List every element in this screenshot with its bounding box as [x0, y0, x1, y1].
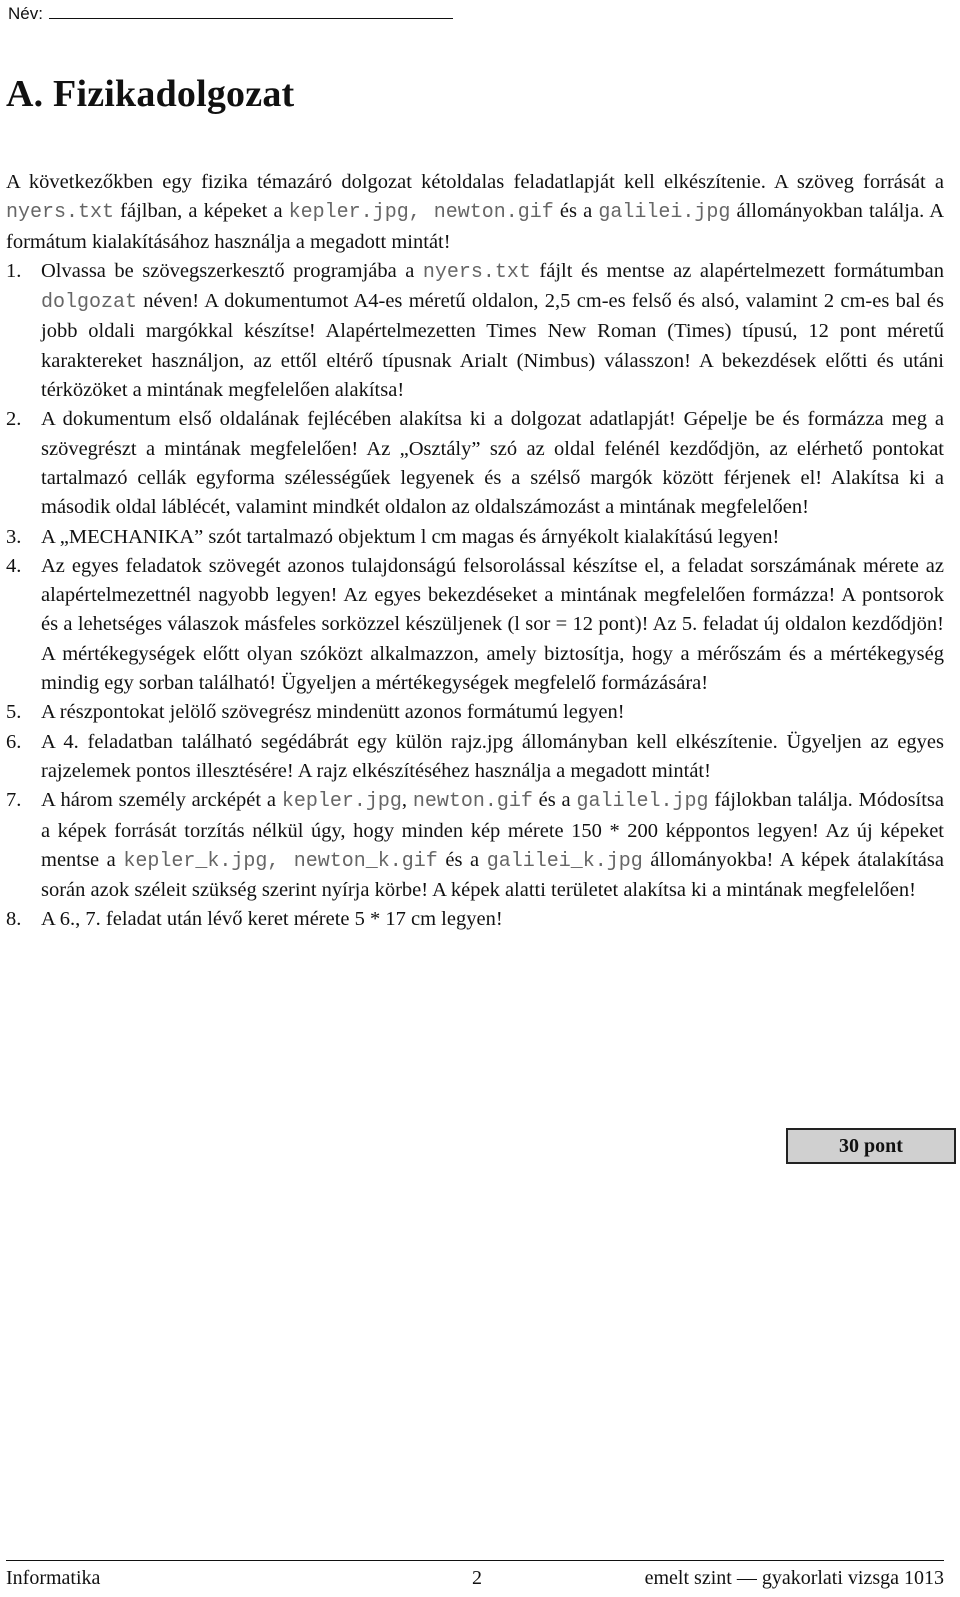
- filename: kepler.jpg: [281, 790, 402, 814]
- document-body: [6, 168, 944, 935]
- task-text: A részpontokat jelölő szövegrész mindenütt azonos formátumú legyen!: [41, 701, 625, 724]
- task-number: 1.: [6, 259, 22, 282]
- intro-text: és a: [553, 200, 599, 223]
- score-box: 30 pont: [786, 1128, 956, 1164]
- name-field: [8, 2, 453, 24]
- task-number: 7.: [6, 789, 22, 812]
- task-text: Olvassa be szövegszerkesztő programjába a: [41, 259, 423, 282]
- task-item-5: [6, 698, 944, 727]
- task-item-6: [6, 728, 944, 787]
- filename: kepler_k.jpg, newton_k.gif: [123, 849, 438, 873]
- task-item-8: [6, 905, 944, 934]
- task-list: [6, 257, 944, 935]
- task-number: 2.: [6, 408, 22, 431]
- filename: nyers.txt: [6, 201, 115, 225]
- page-number: 2: [472, 1567, 482, 1589]
- task-number: 6.: [6, 730, 22, 753]
- task-text: és a: [437, 848, 487, 871]
- footer-subject: Informatika: [6, 1567, 101, 1589]
- task-text: fájlokban találja. Módosítsa a képek forrását torzítás nélkül úgy, hogy minden kép mérete 150 * 200 képpontos legyen! Az új képeket mentse a: [41, 789, 945, 871]
- page-footer: [6, 1560, 944, 1595]
- footer-exam-info: emelt szint — gyakorlati vizsga 1013: [644, 1567, 944, 1589]
- task-text: A „MECHANIKA” szót tartalmazó objektum l cm magas és árnyékolt kialakítású legyen!: [41, 525, 780, 548]
- task-text: A három személy arcképét a: [41, 789, 282, 812]
- task-text: ,: [401, 789, 413, 812]
- task-item-4: [6, 552, 944, 698]
- filename: newton.gif: [412, 790, 533, 814]
- task-number: 8.: [6, 908, 22, 931]
- task-text: A 6., 7. feladat után lévő keret mérete 5 * 17 cm legyen!: [41, 908, 503, 931]
- task-text: néven! A dokumentumot A4-es méretű oldalon, 2,5 cm-es felső és alsó, valamint 2 cm-es bal és jobb oldali margókkal készítse! Alapértelmezetten Times New Roman (Times) típusú, 12 pont méretű karaktereket használjon, az ettől eltérő típusnak Arialt (Nimbus) válasszon! A bekezdések előtti és utáni térközöket a mintának megfelelően alakítsa!: [41, 290, 944, 402]
- page-title: A. Fizikadolgozat: [6, 73, 295, 115]
- task-text: A 4. feladatban található segédábrát egy külön rajz.jpg állományban kell elkészítenie. Ügyeljen az egyes rajzelemek pontos illesztésére! A rajz elkészítéséhez használja a megadott mintát!: [41, 730, 944, 782]
- task-number: 3.: [6, 525, 22, 548]
- filename: galilel.jpg: [576, 790, 709, 814]
- filename: galilei.jpg: [598, 201, 731, 225]
- task-item-1: [6, 257, 944, 405]
- task-text: Az egyes feladatok szövegét azonos tulajdonságú felsorolással készítse el, a feladat sorszámának mérete az alapértelmezettnél nagyobb legyen! Az egyes bekezdéseket a mintának megfelelően formázza! A pontsorok és a lehetséges válaszok másfeles sorközzel készüljenek (l sor = 12 pont)! Az 5. feladat új oldalon kezdődjön! A mértékegységek előtt olyan szóközt alkalmazzon, amely biztosítja, hogy a mérőszám és a mértékegység mindig egy sorban található! Ügyeljen a mértékegységek megfelelő formázására!: [41, 554, 944, 695]
- intro-text: fájlban, a képeket a: [114, 200, 289, 223]
- task-number: 4.: [6, 554, 22, 577]
- task-text: fájlt és mentse az alapértelmezett formátumban: [530, 259, 945, 282]
- task-text: A dokumentum első oldalának fejlécében alakítsa ki a dolgozat adatlapját! Gépelje be és formázza meg a szövegrészt a mintának megfelelően! Az „Osztály” szó az oldal felénél kezdődjön, az elérhető pontokat tartalmazó cellák egyforma szélességűek legyenek és a szélső margók között férjenek el! Alakítsa ki a második oldal láblécét, valamint mindkét oldalon az oldalszámozást a mintának megfelelően!: [41, 408, 944, 519]
- intro-text: állományokban találja. A formátum kialakításához használja a megadott mintát!: [6, 200, 944, 253]
- task-item-2: [6, 405, 944, 522]
- name-label: Név:: [8, 4, 43, 23]
- filename: nyers.txt: [422, 260, 531, 284]
- filename: kepler.jpg, newton.gif: [288, 201, 554, 225]
- name-blank-line: [49, 2, 453, 19]
- task-item-7: [6, 786, 944, 905]
- task-item-3: [6, 523, 944, 552]
- filename: galilei_k.jpg: [486, 849, 643, 873]
- intro-text: A következőkben egy fizika témazáró dolgozat kétoldalas feladatlapját kell elkészítenie. A szöveg forrását a: [6, 171, 944, 193]
- task-number: 5.: [6, 701, 22, 724]
- task-text: állományokba! A képek átalakítása során azok széleit szükség szerint nyírja körbe! A képek alatti területet alakítsa ki a mintának megfelelően!: [41, 848, 944, 902]
- filename: dolgozat: [41, 291, 138, 315]
- task-text: és a: [532, 789, 577, 812]
- intro-paragraph: [6, 168, 944, 257]
